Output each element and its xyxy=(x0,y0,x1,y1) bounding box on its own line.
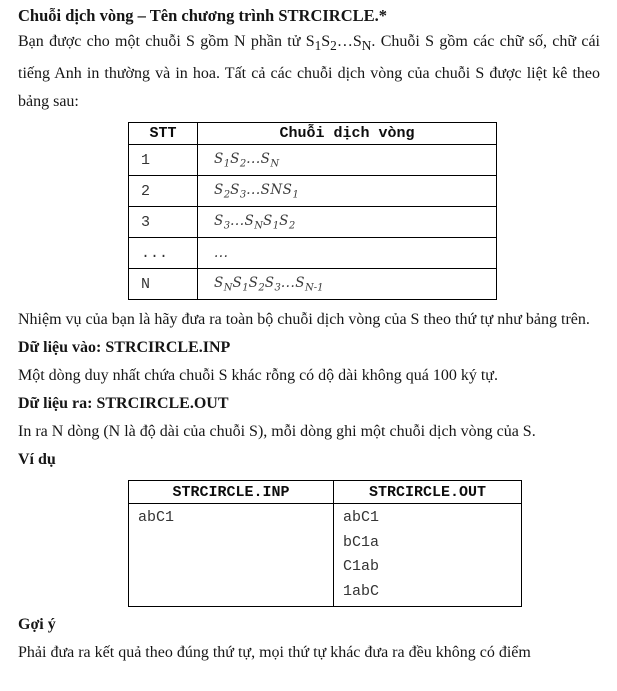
formula-cell: $S_3...S_NS_1S_2$ xyxy=(198,207,497,238)
table-row xyxy=(129,145,497,176)
output-heading: Dữ liệu ra: STRCIRCLE.OUT xyxy=(18,395,229,413)
stt-cell: ... xyxy=(129,238,198,269)
example-row xyxy=(129,504,522,607)
example-output-line: abC1 xyxy=(343,509,380,527)
problem-title: Chuỗi dịch vòng – Tên chương trình STRCIRCLE.* xyxy=(18,6,387,25)
formula-cell: $S_NS_1S_2S_3...S_{N-1}$ xyxy=(198,269,497,300)
stt-cell: N xyxy=(129,269,198,300)
output-description: In ra N dòng (N là độ dài của chuỗi S), mỗi dòng ghi một chuỗi dịch vòng của S. xyxy=(18,423,536,441)
example-output-line: C1ab xyxy=(343,558,380,576)
formula-cell: ... xyxy=(198,238,497,269)
table-row xyxy=(129,238,497,269)
task-paragraph: Nhiệm vụ của bạn là hãy đưa ra toàn bộ chuỗi dịch vòng của S theo thứ tự như bảng trên. xyxy=(18,311,590,329)
input-heading: Dữ liệu vào: STRCIRCLE.INP xyxy=(18,339,231,357)
circle-table-header-formula: Chuỗi dịch vòng xyxy=(198,123,497,145)
example-output-line: bC1a xyxy=(343,533,380,551)
example-table-header-row xyxy=(129,481,522,504)
intro-paragraph: Bạn được cho một chuỗi S gồm N phần tử $S_1S_2\dots S_N$. Chuỗi S gồm các chữ số, chữ cái tiếng Anh in thường và in hoa. Tất cả các chuỗi dịch vòng của chuỗi S được liệt kê theo bảng sau: xyxy=(18,33,601,111)
stt-cell: 1 xyxy=(129,145,198,176)
stt-cell: 2 xyxy=(129,176,198,207)
table-row xyxy=(129,176,497,207)
table-row xyxy=(129,207,497,238)
hint-heading: Gợi ý xyxy=(18,616,56,634)
circle-table-header-stt: STT xyxy=(129,123,198,145)
formula-cell: $S_2S_3...SNS_1$ xyxy=(198,176,497,207)
example-header-output: STRCIRCLE.OUT xyxy=(334,481,522,504)
circle-table-header-row xyxy=(129,123,497,145)
example-output-line: 1abC xyxy=(343,582,380,600)
example-input-line: abC1 xyxy=(138,509,175,527)
table-row xyxy=(129,269,497,300)
example-input-cell xyxy=(129,504,334,607)
hint-paragraph: Phải đưa ra kết quả theo đúng thứ tự, mọi thứ tự khác đưa ra đều không có điểm xyxy=(18,644,531,662)
input-description: Một dòng duy nhất chứa chuỗi S khác rỗng có dộ dài không quá 100 ký tự. xyxy=(18,367,498,385)
example-table xyxy=(128,480,522,607)
example-output-cell xyxy=(334,504,522,607)
example-header-input: STRCIRCLE.INP xyxy=(129,481,334,504)
stt-cell: 3 xyxy=(129,207,198,238)
formula-cell: $S_1S_2...S_N$ xyxy=(198,145,497,176)
circle-table xyxy=(128,122,497,300)
example-heading: Ví dụ xyxy=(18,451,56,469)
